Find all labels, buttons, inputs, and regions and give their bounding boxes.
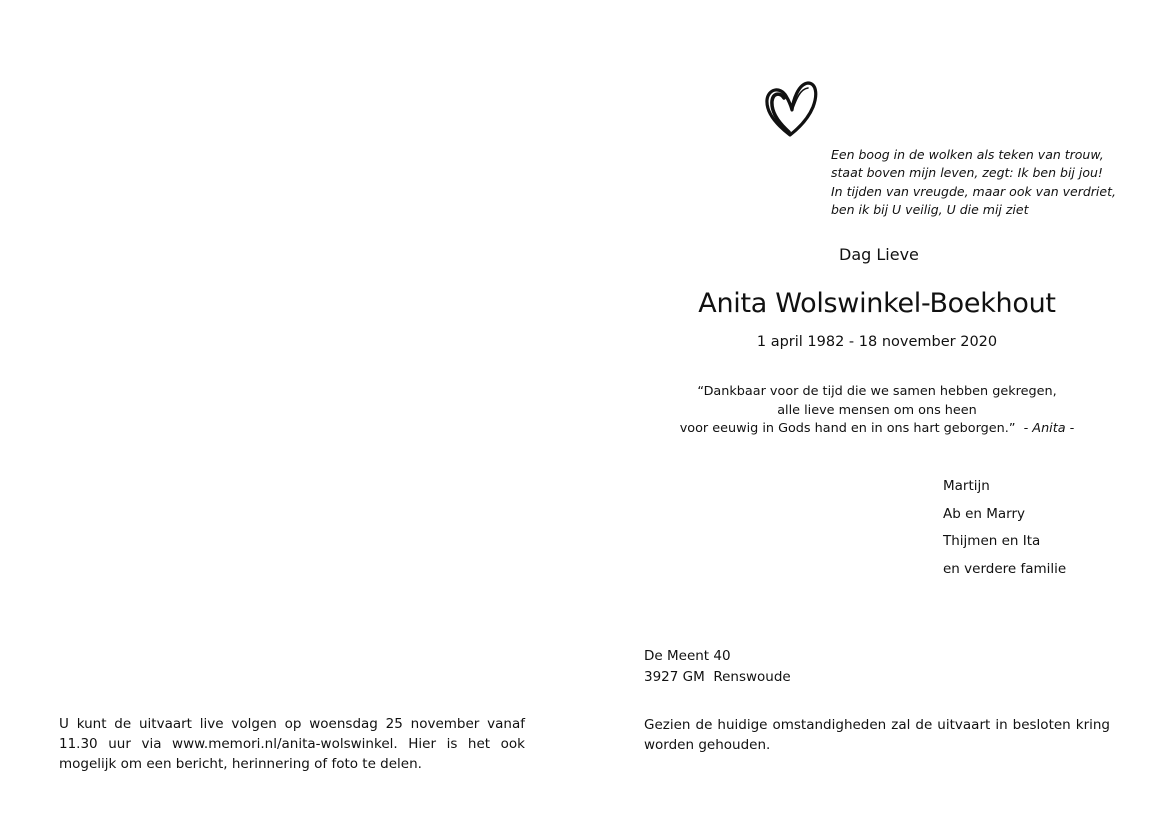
address-city: 3927 GM Renswoude — [644, 668, 791, 685]
quote-line — [560, 420, 1169, 439]
poem-line: Een boog in de wolken als teken van trouw, — [831, 147, 1104, 162]
quote — [560, 383, 1169, 439]
deceased-name: Anita Wolswinkel-Boekhout — [698, 288, 1056, 319]
family-member: Martijn — [943, 478, 990, 494]
poem-line: ben ik bij U veilig, U die mij ziet — [831, 201, 1029, 217]
quote-line-text: voor eeuwig in Gods hand en in ons hart geborgen.” — [679, 421, 1016, 436]
family-member: Ab en Marry — [943, 505, 1026, 522]
quote-line: “Dankbaar voor de tijd die we samen hebben gekregen, — [697, 384, 1057, 399]
address-street: De Meent 40 — [644, 648, 731, 664]
poem-line: In tijden van vreugde, maar ook van verdriet, — [831, 183, 1116, 199]
heart-icon — [763, 80, 819, 142]
greeting: Dag Lieve — [839, 245, 919, 264]
quote-attribution: - Anita - — [1023, 421, 1075, 436]
family-member: Thijmen en Ita — [943, 533, 1041, 550]
address — [644, 646, 791, 687]
funeral-notice: Gezien de huidige omstandigheden zal de uitvaart in besloten kring worden gehouden. — [644, 717, 1110, 753]
family-list — [943, 478, 1066, 589]
poem-line: staat boven mijn leven, zegt: Ik ben bij jou! — [831, 165, 1103, 181]
quote-line: alle lieve mensen om ons heen — [777, 402, 977, 418]
family-member: en verdere familie — [943, 561, 1067, 578]
livestream-notice: U kunt de uitvaart live volgen op woensdag 25 november vanaf 11.30 uur via www.memori.nl/anita-wolswinkel. Hier is het ook mogelijk om een bericht, herinnering of foto te delen. — [59, 716, 525, 772]
life-dates: 1 april 1982 - 18 november 2020 — [756, 334, 998, 350]
poem — [831, 146, 1131, 219]
